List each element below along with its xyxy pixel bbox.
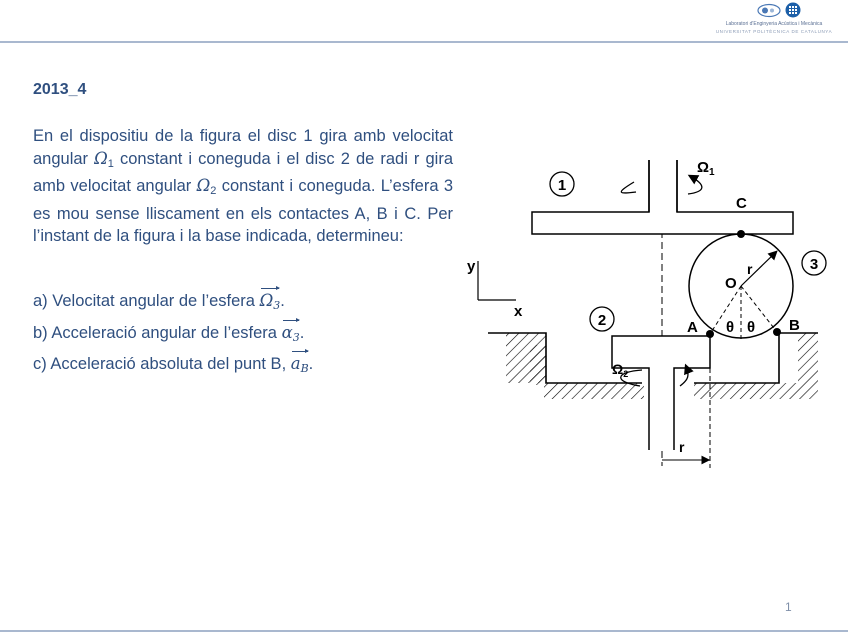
sphere-radius-label: r (747, 261, 753, 277)
statement-text-1: En el dispositiu de la figura el disc 1 gira amb velocitat angular (33, 127, 453, 168)
vector-aB (291, 349, 309, 381)
point-c-dot (737, 230, 745, 238)
question-a-text: a) Velocitat angular de l’esfera (33, 292, 260, 310)
question-b-end: . (299, 323, 305, 342)
disc-1 (532, 160, 793, 234)
omega2-symbol: Ω (196, 176, 211, 195)
point-c-label: C (736, 195, 747, 212)
omega1-symbol: Ω (94, 148, 108, 168)
vector-omega3 (260, 286, 281, 318)
vector-alpha3-subscript: 3 (292, 330, 300, 344)
axis-y-label: y (467, 258, 476, 275)
vector-omega3-subscript: 3 (273, 299, 281, 312)
omega2-subscript: 2 (210, 185, 217, 197)
vector-alpha3-symbol: α (281, 322, 293, 342)
mechanism-figure (464, 150, 836, 470)
statement-text-2: constant i coneguda i el disc 2 de radi r gira amb velocitat angular (33, 149, 453, 195)
theta-right-label: θ (747, 319, 756, 336)
theta-left-label: θ (726, 319, 735, 336)
lab-logo-icon (756, 3, 782, 18)
problem-title: 2013_4 (33, 81, 87, 98)
logo-caption: Laboratori d'Enginyeria Acústica i Mecànica (725, 21, 823, 27)
question-b-text: b) Acceleració angular de l’esfera (33, 323, 282, 342)
upc-logo-icon (785, 2, 801, 18)
point-b-label: B (789, 317, 800, 334)
omega2-label: $\Omega_2$ (612, 361, 629, 379)
statement-text-3: constant i coneguda. L’esfera 3 es mou sense lliscament en els contactes A, B i C. Per l’instant de la figura i la base indicada, determineu: (33, 177, 453, 245)
label-sphere: 3 (809, 256, 819, 273)
vector-aB-symbol: a (290, 354, 301, 373)
problem-statement (33, 125, 453, 248)
question-c (33, 349, 463, 381)
university-logo (712, 2, 836, 38)
vector-alpha3 (282, 318, 300, 350)
logo-subcaption: UNIVERSITAT POLITÈCNICA DE CATALUNYA (715, 29, 833, 34)
point-o-label: O (725, 275, 737, 292)
question-c-text: c) Acceleració absoluta del punt B, (33, 355, 291, 373)
label-disc-1: 1 (557, 177, 567, 194)
point-b-dot (773, 328, 781, 336)
question-a (33, 286, 463, 318)
axis-x-label: x (514, 303, 523, 320)
question-list (33, 286, 463, 381)
question-c-end: . (308, 355, 314, 373)
footer-rule (0, 630, 848, 632)
page-number: 1 (785, 600, 792, 614)
vector-omega3-symbol: Ω (259, 291, 274, 310)
header-rule (0, 41, 848, 43)
label-disc-2: 2 (597, 312, 607, 329)
question-a-end: . (280, 292, 285, 310)
vector-aB-subscript: B (300, 362, 309, 375)
question-b (33, 318, 463, 350)
omega1-subscript: 1 (107, 157, 114, 170)
omega1-label: $\Omega_1$ (697, 159, 715, 178)
disc-radius-label: r (679, 439, 685, 455)
point-a-label: A (687, 319, 698, 336)
axes-indicator (478, 261, 516, 300)
